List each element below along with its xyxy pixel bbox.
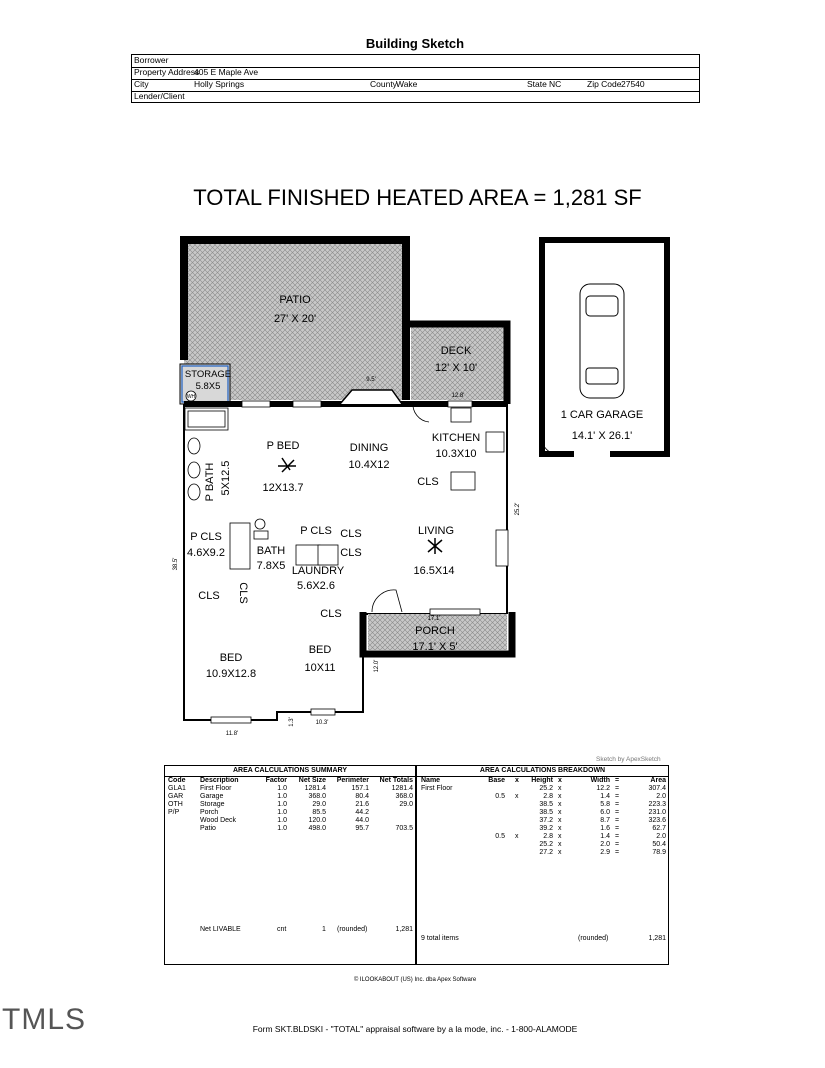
floor-plan-sketch — [160, 225, 670, 745]
garage-area — [542, 240, 667, 454]
breakdown-cell: 231.0 — [648, 809, 666, 816]
county-label: County — [370, 79, 397, 89]
garage-dim: 14.1' X 26.1' — [571, 430, 633, 442]
breakdown-caption: AREA CALCULATIONS BREAKDOWN — [479, 767, 606, 774]
breakdown-cell: = — [615, 793, 620, 800]
breakdown-cell: 78.9 — [652, 849, 666, 856]
bath-cls-label: CLS — [237, 582, 249, 604]
summary-cell: 368.0 — [395, 793, 413, 800]
summary-cell: GLA1 — [168, 785, 186, 792]
net-livable-label: Net LIVABLE — [200, 926, 241, 933]
state-label: State — [527, 79, 547, 89]
breakdown-cell: 39.2 — [539, 825, 553, 832]
car-icon — [580, 284, 624, 398]
breakdown-total-value: 1,281 — [648, 935, 666, 942]
living-dim: 16.5X14 — [413, 565, 455, 577]
property-header-box — [131, 54, 700, 103]
summary-cell: 29.0 — [399, 801, 413, 808]
breakdown-total-label: 9 total items — [421, 935, 459, 942]
patio-dim: 27' X 20' — [273, 313, 317, 325]
deck-dim: 12' X 10' — [434, 362, 478, 374]
state-value: NC — [549, 79, 562, 89]
breakdown-cell: 2.8 — [543, 793, 553, 800]
property-value: 405 E Maple Ave — [194, 67, 259, 77]
summary-cell: Garage — [200, 793, 224, 800]
dim-12-0: 12.0' — [374, 659, 380, 673]
breakdown-header: = — [615, 777, 620, 784]
summary-cell: 21.6 — [355, 801, 369, 808]
property-label: Property Address — [134, 67, 200, 77]
form-footer: Form SKT.BLDSKI - "TOTAL" appraisal software by a la mode, inc. - 1-800-ALAMODE — [252, 1024, 578, 1034]
breakdown-cell: 1.4 — [600, 793, 610, 800]
breakdown-cell: 12.2 — [596, 785, 610, 792]
breakdown-cell: = — [615, 785, 620, 792]
breakdown-cell: x — [558, 793, 562, 800]
summary-cell: Porch — [200, 809, 219, 816]
summary-cell: 1.0 — [277, 817, 287, 824]
breakdown-header: Width — [590, 777, 610, 784]
breakdown-cell: 223.3 — [648, 801, 666, 808]
pcls-name: P CLS — [190, 531, 222, 543]
breakdown-cell: 62.7 — [652, 825, 666, 832]
document-title: Building Sketch — [365, 36, 465, 51]
summary-cell: GAR — [168, 793, 184, 800]
breakdown-header: x — [558, 777, 562, 784]
dim-1-3: 1.3' — [289, 717, 295, 727]
bed2-name: BED — [308, 644, 332, 656]
summary-cell: 703.5 — [395, 825, 413, 832]
copyright-line: © ILOOKABOUT (US) Inc. dba Apex Software — [353, 977, 477, 983]
breakdown-cell: = — [615, 849, 620, 856]
breakdown-cell: 1.4 — [600, 833, 610, 840]
summary-header: Factor — [265, 777, 287, 784]
kitchen-name: KITCHEN — [431, 432, 481, 444]
apex-sketch-note: Sketch by ApexSketch — [596, 756, 661, 763]
summary-header: Description — [200, 777, 239, 784]
area-calculations — [164, 765, 669, 965]
summary-cell: 85.5 — [312, 809, 326, 816]
breakdown-cell: 2.8 — [543, 833, 553, 840]
summary-cell: 1281.4 — [304, 785, 326, 792]
summary-cell: 44.2 — [355, 809, 369, 816]
breakdown-cell: x — [558, 801, 562, 808]
dining-name: DINING — [349, 442, 389, 454]
summary-header: Net Totals — [379, 777, 413, 784]
breakdown-cell: x — [515, 793, 519, 800]
lender-row — [132, 91, 699, 103]
breakdown-name: First Floor — [421, 785, 453, 792]
porch-door-swing — [372, 590, 402, 612]
dim-9-5: 9.5' — [366, 377, 376, 383]
summary-cell: 1.0 — [277, 785, 287, 792]
breakdown-cell: 307.4 — [648, 785, 666, 792]
breakdown-cell: 25.2 — [539, 841, 553, 848]
breakdown-cell: 2.0 — [656, 833, 666, 840]
pbed-dim: 12X13.7 — [262, 482, 304, 494]
dim-17-1: 17.1' — [427, 616, 441, 622]
breakdown-header: Height — [531, 777, 553, 784]
net-livable-count: 1 — [322, 926, 326, 933]
breakdown-cell: x — [558, 809, 562, 816]
breakdown-cell: x — [558, 841, 562, 848]
breakdown-header: Area — [650, 777, 666, 784]
summary-cell: 1.0 — [277, 793, 287, 800]
summary-cell: Patio — [200, 825, 216, 832]
zip-value: 27540 — [621, 79, 645, 89]
summary-cell: 368.0 — [308, 793, 326, 800]
summary-cell: 1281.4 — [391, 785, 413, 792]
breakdown-cell: = — [615, 809, 620, 816]
bath-dim: 7.8X5 — [256, 560, 286, 572]
breakdown-cell: 8.7 — [600, 817, 610, 824]
summary-cell: Storage — [200, 801, 225, 808]
breakdown-total-rounded: (rounded) — [578, 935, 609, 942]
patio-name: PATIO — [279, 294, 311, 306]
city-value: Holly Springs — [194, 79, 245, 89]
breakdown-cell: 37.2 — [539, 817, 553, 824]
summary-header: Net Size — [298, 777, 326, 784]
kitchen-cls-label: CLS — [417, 476, 439, 488]
porch-name: PORCH — [415, 625, 455, 637]
breakdown-cell: 5.8 — [600, 801, 610, 808]
summary-header: Perimeter — [336, 777, 369, 784]
pbed-name: P BED — [266, 440, 300, 452]
net-livable-rounded: (rounded) — [337, 926, 368, 933]
breakdown-cell: x — [515, 833, 519, 840]
cls-label-b: CLS — [340, 547, 362, 559]
pcls2-label: P CLS — [300, 525, 332, 537]
living-name: LIVING — [417, 525, 455, 537]
breakdown-cell: x — [558, 785, 562, 792]
breakdown-cell: x — [558, 833, 562, 840]
summary-cell: P/P — [168, 809, 180, 816]
breakdown-cell: 2.0 — [656, 793, 666, 800]
summary-cell: 80.4 — [355, 793, 369, 800]
breakdown-cell: 2.9 — [600, 849, 610, 856]
dining-dim: 10.4X12 — [348, 459, 390, 471]
breakdown-cell: 25.2 — [539, 785, 553, 792]
pcls-dim: 4.6X9.2 — [187, 547, 225, 559]
breakdown-cell: 0.5 — [495, 833, 505, 840]
storage-name: STORAGE — [184, 369, 232, 380]
summary-cell: Wood Deck — [200, 817, 237, 824]
kitchen-dim: 10.3X10 — [435, 448, 477, 460]
summary-cell: 120.0 — [308, 817, 326, 824]
dim-12-8: 12.8' — [451, 393, 465, 399]
laundry-name: LAUNDRY — [291, 565, 345, 577]
bath-name: BATH — [256, 545, 286, 557]
summary-cell: 1.0 — [277, 801, 287, 808]
breakdown-cell: x — [558, 817, 562, 824]
total-area-heading: TOTAL FINISHED HEATED AREA = 1,281 SF — [193, 185, 642, 210]
breakdown-cell: 38.5 — [539, 801, 553, 808]
water-heater-label: WH — [186, 394, 196, 400]
summary-caption: AREA CALCULATIONS SUMMARY — [232, 767, 348, 774]
breakdown-cell: 0.5 — [495, 793, 505, 800]
garage-name: 1 CAR GARAGE — [560, 409, 644, 421]
breakdown-cell: 323.6 — [648, 817, 666, 824]
breakdown-cell: 1.6 — [600, 825, 610, 832]
dim-25-2: 25.2' — [515, 502, 521, 516]
porch-dim: 17.1' X 5' — [412, 641, 458, 653]
dim-10-3: 10.3' — [315, 720, 329, 726]
breakdown-cell: x — [558, 825, 562, 832]
summary-header: Code — [168, 777, 186, 784]
breakdown-cell: 38.5 — [539, 809, 553, 816]
borrower-label: Borrower — [134, 55, 169, 65]
deck-name: DECK — [440, 345, 472, 357]
summary-cell: 95.7 — [355, 825, 369, 832]
summary-cell: 498.0 — [308, 825, 326, 832]
breakdown-cell: = — [615, 841, 620, 848]
dim-38-5: 38.5' — [173, 557, 179, 571]
breakdown-cell: = — [615, 817, 620, 824]
city-label: City — [134, 79, 149, 89]
storage-dim: 5.8X5 — [195, 381, 221, 392]
hall-cls-label: CLS — [320, 608, 342, 620]
breakdown-cell: 50.4 — [652, 841, 666, 848]
breakdown-header: x — [515, 777, 519, 784]
laundry-dim: 5.6X2.6 — [297, 580, 335, 592]
bed-cls-label: CLS — [198, 590, 220, 602]
summary-cell: 1.0 — [277, 809, 287, 816]
summary-cell: 1.0 — [277, 825, 287, 832]
bay-window — [340, 390, 402, 404]
summary-cell: 157.1 — [351, 785, 369, 792]
dim-11-8: 11.8' — [225, 731, 239, 737]
mls-logo: TMLS — [2, 1003, 87, 1036]
breakdown-header: Name — [421, 777, 441, 784]
cls-label-a: CLS — [340, 528, 362, 540]
pbath-dim: 5X12.5 — [220, 460, 232, 496]
bed2-dim: 10X11 — [304, 662, 336, 674]
county-value: Wake — [396, 79, 418, 89]
breakdown-cell: = — [615, 825, 620, 832]
pbath-name: P BATH — [204, 462, 216, 502]
breakdown-cell: = — [615, 801, 620, 808]
breakdown-cell: 6.0 — [600, 809, 610, 816]
zip-label: Zip Code — [587, 79, 622, 89]
lender-label: Lender/Client — [134, 91, 185, 101]
bed1-dim: 10.9X12.8 — [205, 668, 257, 680]
breakdown-header: Base — [488, 777, 505, 784]
net-livable-total: 1,281 — [395, 926, 413, 933]
summary-cell: 29.0 — [312, 801, 326, 808]
bed1-name: BED — [219, 652, 243, 664]
breakdown-cell: x — [558, 849, 562, 856]
summary-cell: First Floor — [200, 785, 232, 792]
summary-cell: 44.0 — [355, 817, 369, 824]
breakdown-cell: 27.2 — [539, 849, 553, 856]
breakdown-cell: = — [615, 833, 620, 840]
breakdown-cell: 2.0 — [600, 841, 610, 848]
summary-cell: OTH — [168, 801, 183, 808]
net-livable-cnt: cnt — [277, 926, 287, 933]
